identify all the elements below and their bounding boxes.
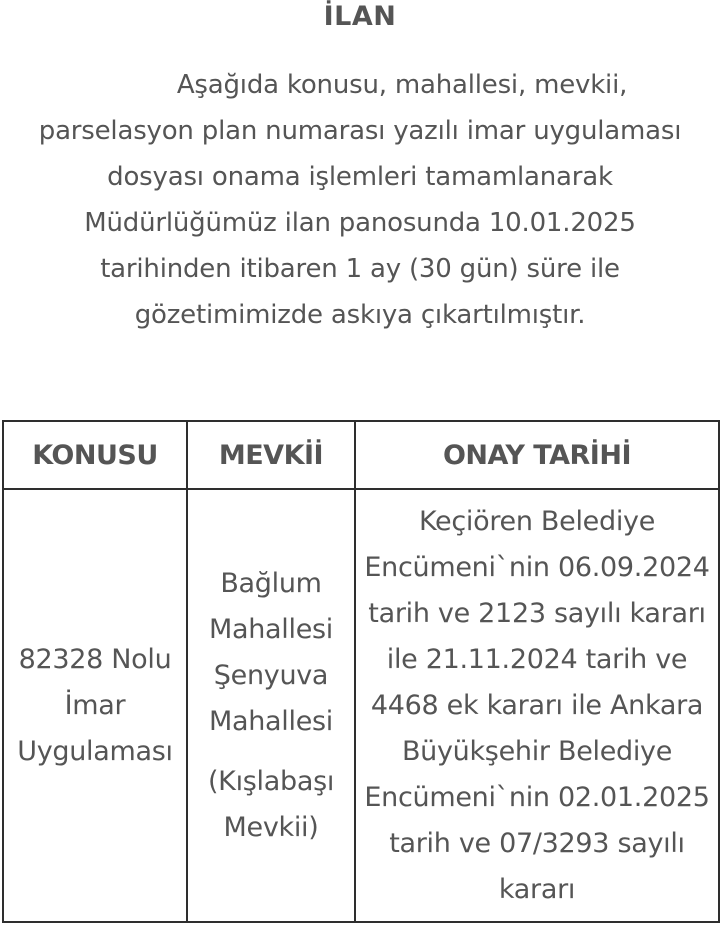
konusu-line: 82328 Nolu — [18, 643, 172, 675]
announcement-title: İLAN — [323, 1, 397, 32]
notice-line: gözetimimizde askıya çıkartılmıştır. — [134, 300, 586, 330]
column-header-onay-tarihi: ONAY TARİHİ — [355, 421, 719, 489]
notice-line: tarihinden itibaren 1 ay (30 gün) süre ile — [100, 254, 620, 284]
onay-line: tarih ve 07/3293 sayılı — [389, 827, 685, 859]
announcement-table — [2, 420, 720, 923]
mevkii-line: Mahallesi — [209, 705, 333, 737]
table-header-row — [3, 421, 719, 489]
onay-line: Keçiören Belediye — [418, 505, 656, 537]
notice-line: Aşağıda konusu, mahallesi, mevkii, — [176, 70, 628, 100]
notice-line: dosyası onama işlemleri tamamlanarak — [107, 162, 613, 192]
column-header-mevkii: MEVKİİ — [187, 421, 355, 489]
onay-line: 4468 ek kararı ile Ankara — [370, 689, 704, 721]
cell-konusu — [3, 489, 187, 922]
cell-mevkii — [187, 489, 355, 922]
onay-line: ile 21.11.2024 tarih ve — [386, 643, 688, 675]
table-row — [3, 489, 719, 922]
mevkii-line: Mahallesi — [209, 613, 333, 645]
notice-line: parselasyon plan numarası yazılı imar uygulaması — [38, 116, 682, 146]
column-header-konusu: KONUSU — [3, 421, 187, 489]
konusu-line: Uygulaması — [17, 735, 173, 767]
mevkii-sub-line: Mevkii) — [223, 811, 319, 843]
onay-line: tarih ve 2123 sayılı kararı — [368, 597, 706, 629]
konusu-line: İmar — [64, 689, 126, 721]
mevkii-line: Bağlum — [220, 567, 322, 599]
announcement-text — [10, 62, 710, 338]
cell-onay-tarihi — [355, 489, 719, 922]
mevkii-line: Şenyuva — [213, 659, 329, 691]
onay-line: kararı — [498, 873, 576, 905]
onay-line: Büyükşehir Belediye — [401, 735, 673, 767]
onay-line: Encümeni`nin 06.09.2024 — [364, 551, 710, 583]
onay-line: Encümeni`nin 02.01.2025 — [364, 781, 710, 813]
mevkii-sub-line: (Kışlabaşı — [207, 765, 335, 797]
notice-line: Müdürlüğümüz ilan panosunda 10.01.2025 — [84, 208, 636, 238]
